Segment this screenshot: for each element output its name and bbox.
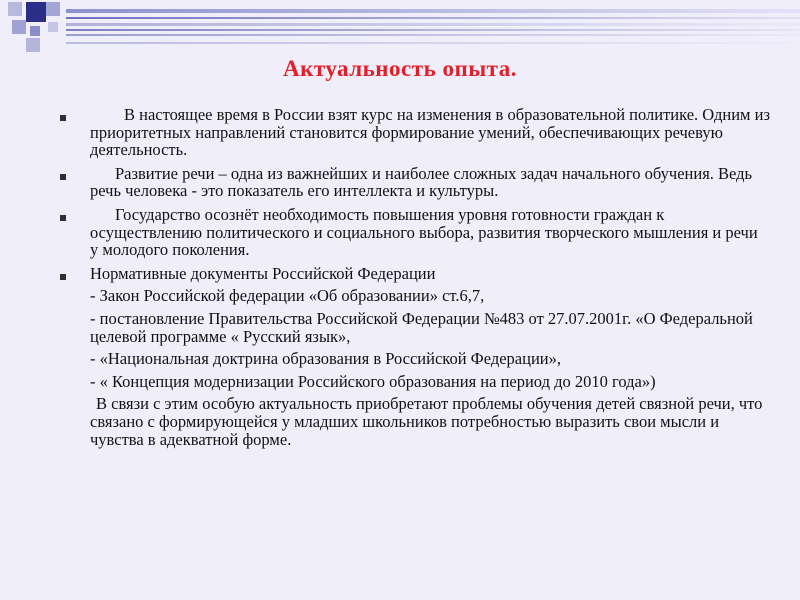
- bullet-text: В настоящее время в России взят курс на изменения в образовательной политике. Одним из приоритетных направлений становится формирование умений, обеспечивающих речевую деятельность.: [90, 105, 770, 160]
- square-bullet-icon: [60, 115, 66, 121]
- bullet-text: Развитие речи – одна из важнейших и наиболее сложных задач начального обучения. Ведь речь человека - это показатель его интеллекта и культуры.: [90, 163, 753, 201]
- sub-item-text: - постановление Правительства Российской Федерации №483 от 27.07.2001г. «О Федеральной целевой программе « Русский язык»,: [90, 308, 753, 346]
- decor-stripe: [66, 9, 800, 13]
- bullet-item: [60, 106, 770, 159]
- bullet-text: Государство осознёт необходимость повышения уровня готовности граждан к осуществлению политического и социального выбора, развития творческого мышления и речи у молодого поколения.: [90, 204, 758, 260]
- decor-square: [46, 2, 60, 16]
- sub-item: [60, 373, 770, 391]
- square-bullet-icon: [60, 215, 66, 221]
- decor-stripe: [66, 17, 800, 19]
- sub-item-text: - « Концепция модернизации Российского образования на период до 2010 года»): [90, 371, 656, 391]
- sub-item: [60, 350, 770, 368]
- closing-paragraph: [60, 395, 770, 448]
- decor-stripe: [66, 23, 800, 26]
- sub-item-text: - «Национальная доктрина образования в Российской Федерации»,: [90, 349, 561, 369]
- decor-square: [12, 20, 26, 34]
- sub-item: [60, 310, 770, 345]
- bullet-item: [60, 265, 770, 283]
- sub-item-text: - Закон Российской федерации «Об образовании» ст.6,7,: [90, 286, 485, 306]
- decor-stripe: [66, 34, 800, 36]
- decor-square: [48, 22, 58, 32]
- decor-stripe: [66, 29, 800, 31]
- decor-square: [8, 2, 22, 16]
- decor-square: [30, 26, 40, 36]
- square-bullet-icon: [60, 174, 66, 180]
- bullet-item: [60, 206, 770, 259]
- closing-text: В связи с этим особую актуальность приобретают проблемы обучения детей связной речи, что связано с формирующейся у младших школьников потребностью выразить свои мысли и чувства в адекватной форме.: [90, 394, 763, 449]
- bullet-text: Нормативные документы Российской Федерации: [90, 263, 436, 283]
- header-decoration: [0, 0, 800, 56]
- slide-title: Актуальность опыта.: [282, 56, 518, 81]
- square-bullet-icon: [60, 274, 66, 280]
- sub-item: [60, 287, 770, 305]
- bullet-item: [60, 165, 770, 200]
- decor-square: [26, 2, 46, 22]
- decor-stripe: [66, 42, 800, 44]
- decor-square: [26, 38, 40, 52]
- slide-content: [60, 106, 770, 448]
